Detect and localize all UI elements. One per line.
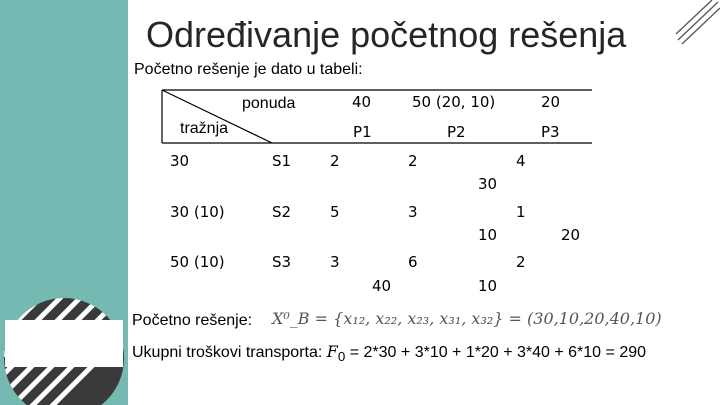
allocation-s3-p1: 40 <box>372 277 392 295</box>
corner-label-supply: ponuda <box>242 95 296 112</box>
cost-s1-p3: 4 <box>516 152 526 170</box>
decoration-panel <box>5 320 123 367</box>
supplier-p3: P3 <box>541 123 560 141</box>
slide-subtitle: Početno rešenje je dato u tabeli: <box>134 61 363 78</box>
cost-symbol: F <box>326 342 338 361</box>
total-cost-label: Ukupni troškovi transporta: <box>132 344 323 361</box>
corner-label-demand: tražnja <box>180 120 229 137</box>
supply-p3: 20 <box>541 93 561 111</box>
consumer-s2: S2 <box>272 203 292 221</box>
cost-subscript: 0 <box>337 349 346 365</box>
supplier-p1: P1 <box>353 123 372 141</box>
cost-s2-p3: 1 <box>516 203 526 221</box>
consumer-s3: S3 <box>272 253 292 271</box>
cost-s3-p2: 6 <box>408 253 418 271</box>
cost-s3-p3: 2 <box>516 253 526 271</box>
demand-s3: 50 (10) <box>170 253 225 271</box>
allocation-s2-p2: 10 <box>478 226 498 244</box>
allocation-s1-p2: 30 <box>478 175 498 193</box>
corner-stripes-decoration <box>672 0 720 48</box>
supply-p1: 40 <box>352 93 372 111</box>
total-cost-expression: = 2*30 + 3*10 + 1*20 + 3*40 + 6*10 = 290 <box>345 344 647 361</box>
demand-s2: 30 (10) <box>170 203 225 221</box>
supplier-p2: P2 <box>447 123 466 141</box>
demand-s1: 30 <box>170 152 190 170</box>
cost-s3-p1: 3 <box>330 253 340 271</box>
supply-p2: 50 (20, 10) <box>412 93 496 111</box>
cost-s2-p2: 3 <box>408 203 418 221</box>
consumer-s1: S1 <box>272 152 292 170</box>
allocation-s3-p2: 10 <box>478 277 498 295</box>
allocation-s2-p3: 20 <box>561 226 581 244</box>
cost-s2-p1: 5 <box>330 203 340 221</box>
slide-title: Određivanje početnog rešenja <box>146 14 627 55</box>
total-cost-line <box>132 342 646 364</box>
cost-s1-p2: 2 <box>408 152 418 170</box>
solution-formula: X⁰_B = {x₁₂, x₂₂, x₂₃, x₃₁, x₃₂} = (30,10,20,40,10) <box>272 309 662 328</box>
cost-s1-p1: 2 <box>330 152 340 170</box>
solution-label: Početno rešenje: <box>132 312 253 329</box>
